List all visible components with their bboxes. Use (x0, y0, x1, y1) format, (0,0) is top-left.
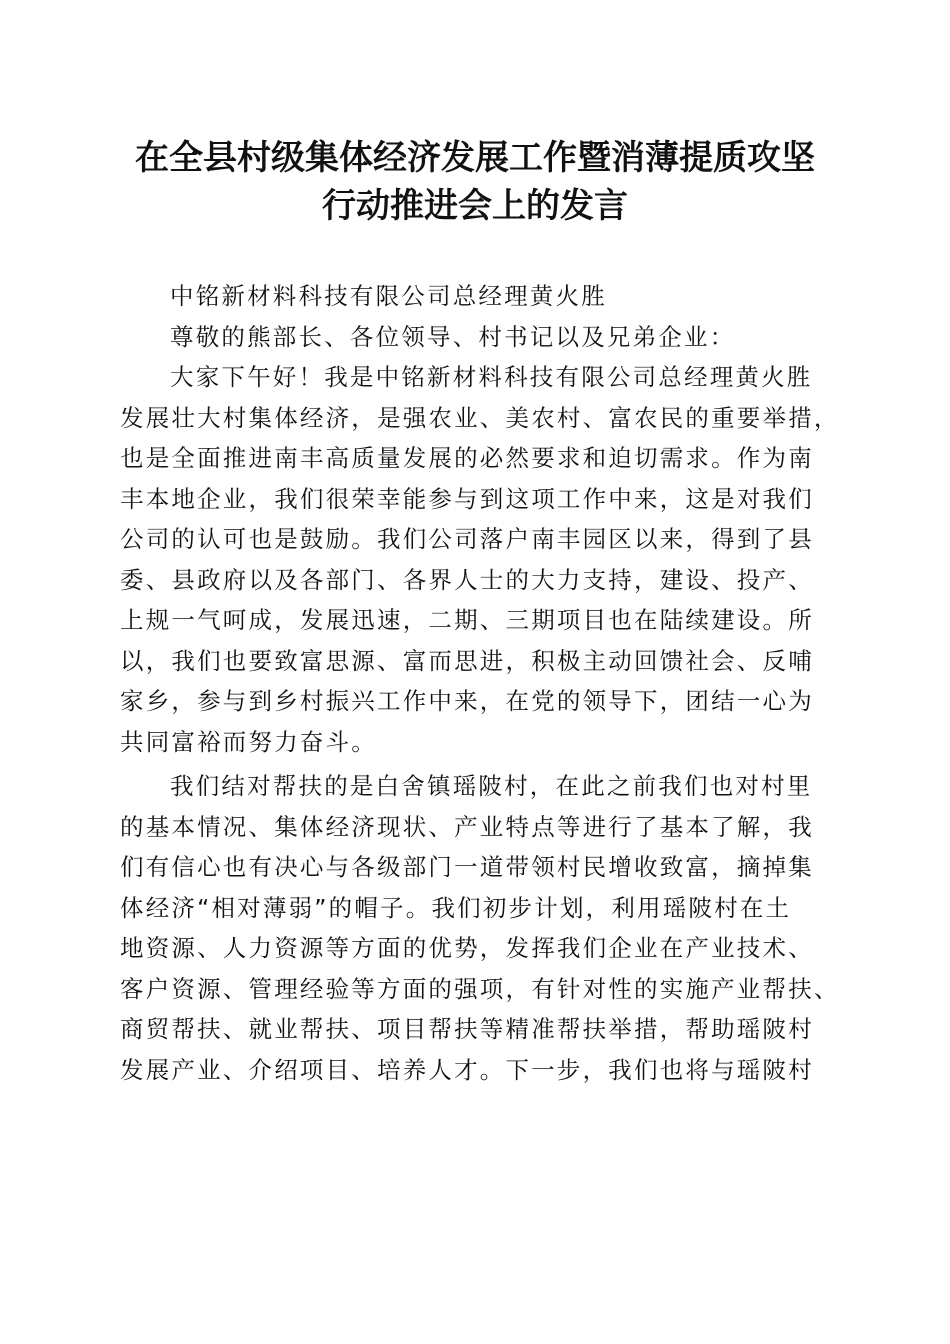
paragraph-line: 商贸帮扶、就业帮扶、项目帮扶等精准帮扶举措，帮助瑶陂村 (120, 1015, 814, 1043)
paragraph-line: 也是全面推进南丰高质量发展的必然要求和迫切需求。作为南 (120, 444, 814, 472)
paragraph-line: 地资源、人力资源等方面的优势，发挥我们企业在产业技术、 (120, 934, 814, 962)
paragraph-line: 共同富裕而努力奋斗。 (120, 727, 377, 756)
paragraph-line: 家乡，参与到乡村振兴工作中来，在党的领导下，团结一心为 (120, 687, 814, 715)
title-line-2: 行动推进会上的发言 (322, 186, 628, 226)
paragraph-line: 委、县政府以及各部门、各界人士的大力支持，建设、投产、 (120, 565, 814, 594)
paragraph-line: 丰本地企业，我们很荣幸能参与到这项工作中来，这是对我们 (120, 484, 814, 513)
document-body (120, 276, 840, 1090)
paragraph-line: 我们结对帮扶的是白舍镇瑶陂村，在此之前我们也对村里 (170, 772, 813, 800)
document-title (100, 134, 850, 230)
paragraph-line: 公司的认可也是鼓励。我们公司落户南丰园区以来，得到了县 (120, 525, 814, 553)
paragraph-1 (120, 357, 840, 762)
paragraph-line: 的基本情况、集体经济现状、产业特点等进行了基本了解，我 (120, 812, 814, 841)
paragraph-line: 们有信心也有决心与各级部门一道带领村民增收致富，摘掉集 (120, 853, 814, 881)
paragraph-2 (120, 766, 840, 1090)
paragraph-line: 以，我们也要致富思源、富而思进，积极主动回馈社会、反哺 (120, 646, 814, 675)
salutation: 尊敬的熊部长、各位领导、村书记以及兄弟企业： (170, 322, 736, 351)
title-line-1: 在全县村级集体经济发展工作暨消薄提质攻坚 (135, 138, 815, 178)
paragraph-line: 大家下午好！我是中铭新材料科技有限公司总经理黄火胜 (170, 363, 813, 391)
paragraph-line: 客户资源、管理经验等方面的强项，有针对性的实施产业帮扶、 (120, 974, 840, 1003)
paragraph-line: 上规一气呵成，发展迅速，二期、三期项目也在陆续建设。所 (120, 606, 814, 634)
paragraph-line: 发展壮大村集体经济，是强农业、美农村、富农民的重要举措， (120, 403, 840, 432)
paragraph-line: 发展产业、介绍项目、培养人才。下一步，我们也将与瑶陂村 (120, 1055, 814, 1084)
paragraph-line: 体经济“相对薄弱”的帽子。我们初步计划，利用瑶陂村在土 (120, 893, 792, 922)
author-line: 中铭新材料科技有限公司总经理黄火胜 (170, 282, 607, 310)
